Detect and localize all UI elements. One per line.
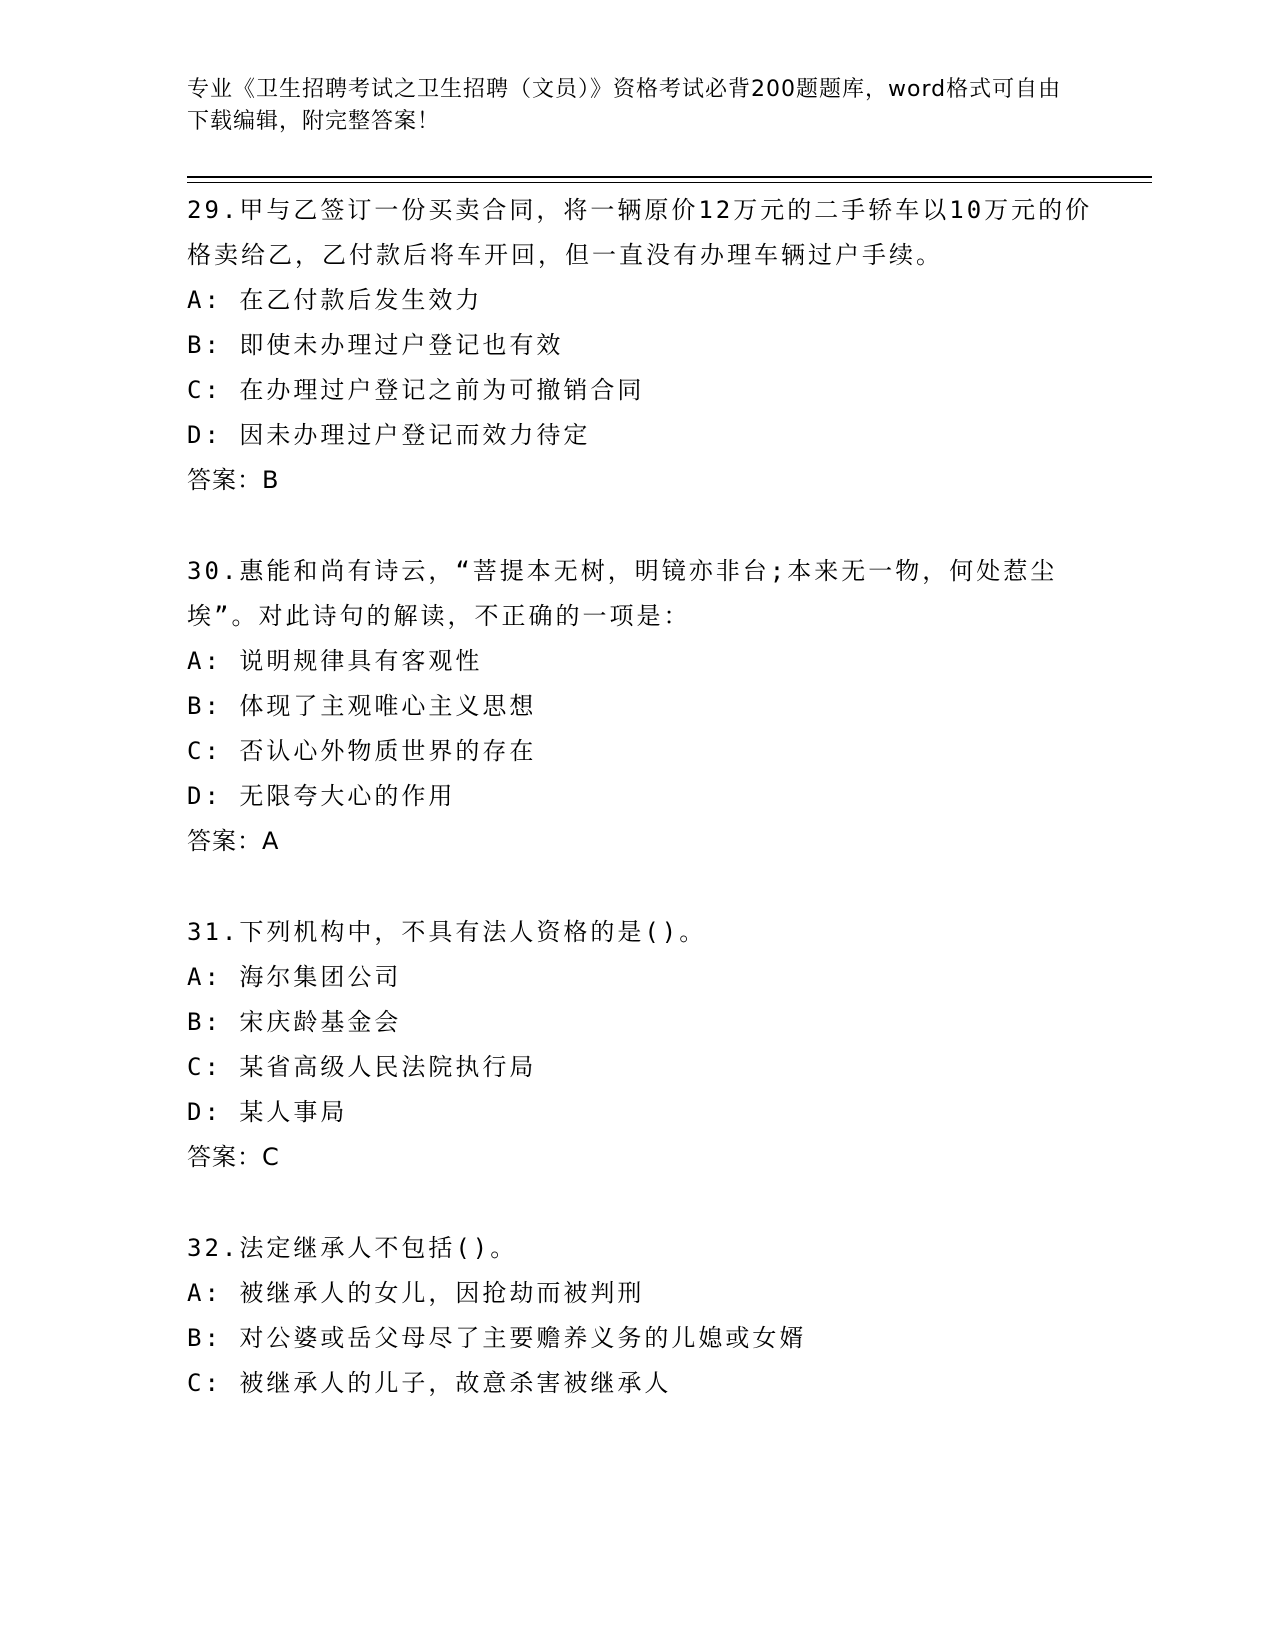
answer-line: 答案：A [187,827,280,855]
question-list [187,188,1117,1452]
question-32 [187,1226,1117,1406]
option-b: B: 即使未办理过户登记也有效 [187,331,564,359]
document-header: 专业《卫生招聘考试之卫生招聘（文员）》资格考试必背200题题库，word格式可自由下载编辑，附完整答案！ [187,77,1062,134]
option-d: D: 无限夸大心的作用 [187,782,456,810]
option-b: B: 体现了主观唯心主义思想 [187,692,537,720]
option-a: A: 被继承人的女儿，因抢劫而被判刑 [187,1279,645,1307]
answer-line: 答案：C [187,1143,280,1171]
question-29 [187,188,1117,503]
option-b: B: 宋庆龄基金会 [187,1008,402,1036]
option-d: D: 某人事局 [187,1098,348,1126]
option-a: A: 海尔集团公司 [187,963,402,991]
question-31 [187,910,1117,1180]
header-divider-thin [187,182,1152,183]
option-c: C: 被继承人的儿子，故意杀害被继承人 [187,1369,672,1397]
header-divider-thick [187,176,1152,178]
answer-line: 答案：B [187,466,280,494]
option-a: A: 说明规律具有客观性 [187,647,483,675]
question-stem: 30.惠能和尚有诗云，“菩提本无树，明镜亦非台;本来无一物，何处惹尘埃”。对此诗句的解读，不正确的一项是： [187,557,1058,630]
option-c: C: 某省高级人民法院执行局 [187,1053,537,1081]
question-stem: 31.下列机构中，不具有法人资格的是()。 [187,918,707,946]
option-d: D: 因未办理过户登记而效力待定 [187,421,591,449]
option-c: C: 否认心外物质世界的存在 [187,737,537,765]
option-a: A: 在乙付款后发生效力 [187,286,483,314]
option-c: C: 在办理过户登记之前为可撤销合同 [187,376,645,404]
option-b: B: 对公婆或岳父母尽了主要赡养义务的儿媳或女婿 [187,1324,807,1352]
question-stem: 32.法定继承人不包括()。 [187,1234,518,1262]
question-stem: 29.甲与乙签订一份买卖合同，将一辆原价12万元的二手轿车以10万元的价格卖给乙，乙付款后将车开回，但一直没有办理车辆过户手续。 [187,196,1093,269]
question-30 [187,549,1117,864]
